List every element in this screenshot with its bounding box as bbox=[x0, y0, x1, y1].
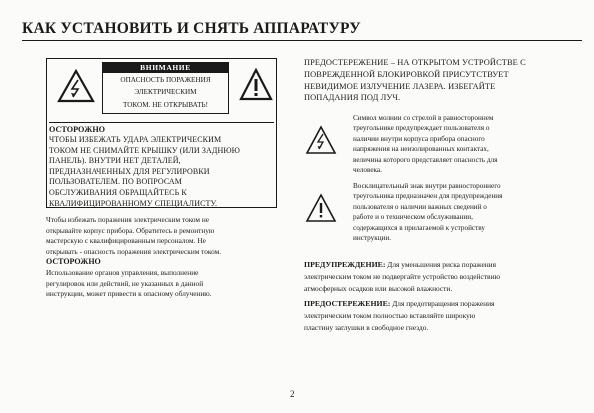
caution-label-header: ВНИМАНИЕ bbox=[103, 63, 228, 73]
warning-paragraph bbox=[304, 259, 579, 295]
warning-box bbox=[46, 58, 277, 208]
page-title: КАК УСТАНОВИТЬ И СНЯТЬ АППАРАТУРУ bbox=[22, 20, 582, 41]
caution-paragraph bbox=[304, 298, 579, 334]
radiation-caution-text: Использование органов управления, выполнение регулировок или действий, не указанных в данной инструкции, может привести к опасному облучению. bbox=[46, 267, 212, 299]
caution-label-line: ОПАСНОСТЬ ПОРАЖЕНИЯ bbox=[120, 76, 211, 84]
exclamation-warning-icon bbox=[305, 193, 337, 223]
exclamation-symbol-description: Восклицательный знак внутри равностороннего треугольника предназначен для предупреждения пользователя о наличии важных сведений о работе и о техническом обслуживании, содержащихся в прилагаемой к устройству инструкции. bbox=[353, 182, 503, 243]
shock-warning-text: Чтобы избежать поражения электрическим током не открывайте корпус прибора. Обратитесь в ремонтную мастерскую с квалифицированным персоналом. Не открывать - опасность поражения электрическим током. bbox=[46, 215, 222, 256]
exclamation-warning-icon bbox=[239, 68, 273, 102]
caution-heading: ОСТОРОЖНО bbox=[49, 125, 106, 134]
caution-text: ЧТОБЫ ИЗБЕЖАТЬ УДАРА ЭЛЕКТРИЧЕСКИМ ТОКОМ НЕ СНИМАЙТЕ КРЫШКУ (ИЛИ ЗАДНЮЮ ПАНЕЛЬ). ВНУТРИ НЕТ ДЕТАЛЕЙ, ПРЕДНАЗНАЧЕННЫХ ДЛЯ РЕГУЛИРОВКИ ПОЛЬЗОВАТЕЛЕМ. ПО ВОПРОСАМ ОБСЛУЖИВАНИЯ ОБРАЩАЙТЕСЬ К КВАЛИФИЦИРОВАННОМУ СПЕЦИАЛИСТУ. bbox=[49, 135, 240, 208]
caution-heading-2: ОСТОРОЖНО bbox=[46, 257, 101, 267]
caution-lead: ПРЕДОСТЕРЕЖЕНИЕ: bbox=[304, 299, 391, 308]
lightning-warning-icon bbox=[305, 125, 337, 155]
warning-text: Для уменьшения риска поражения электрическим током не подвергайте устройство воздействию атмосферных осадков или высокой влажности. bbox=[304, 260, 500, 293]
caution-label-line: ТОКОМ. НЕ ОТКРЫВАТЬ! bbox=[122, 100, 209, 109]
caution-label-line: ЭЛЕКТРИЧЕСКИМ bbox=[134, 88, 197, 97]
laser-warning-title: ПРЕДОСТЕРЕЖЕНИЕ – НА ОТКРЫТОМ УСТРОЙСТВЕ С ПОВРЕЖДЕННОЙ БЛОКИРОВКОЙ ПРИСУТСТВУЕТ НЕВИДИМОЕ ИЗЛУЧЕНИЕ ЛАЗЕРА. ИЗБЕГАЙТЕ ПОПАДАНИЯ ПОД ЛУЧ. bbox=[304, 58, 526, 103]
left-paragraph bbox=[46, 215, 296, 300]
warning-lead: ПРЕДУПРЕЖДЕНИЕ: bbox=[304, 260, 386, 269]
lightning-warning-icon bbox=[57, 69, 95, 103]
caution-label-body bbox=[103, 73, 228, 113]
caution-text-2: Для предотвращения поражения электрическим током полностью вставляйте широкую пластину заглушки в свободное гнездо. bbox=[304, 299, 495, 332]
lightning-symbol-description: Символ молнии со стрелой в равностороннем треугольнике предупреждает пользователя о наличии внутри корпуса прибора опасного напряжения на неизолированных контактах, величина которого представляет опасность для человека. bbox=[353, 114, 498, 175]
page-number: 2 bbox=[290, 389, 295, 399]
caution-label bbox=[102, 62, 229, 114]
caution-section bbox=[49, 122, 274, 209]
